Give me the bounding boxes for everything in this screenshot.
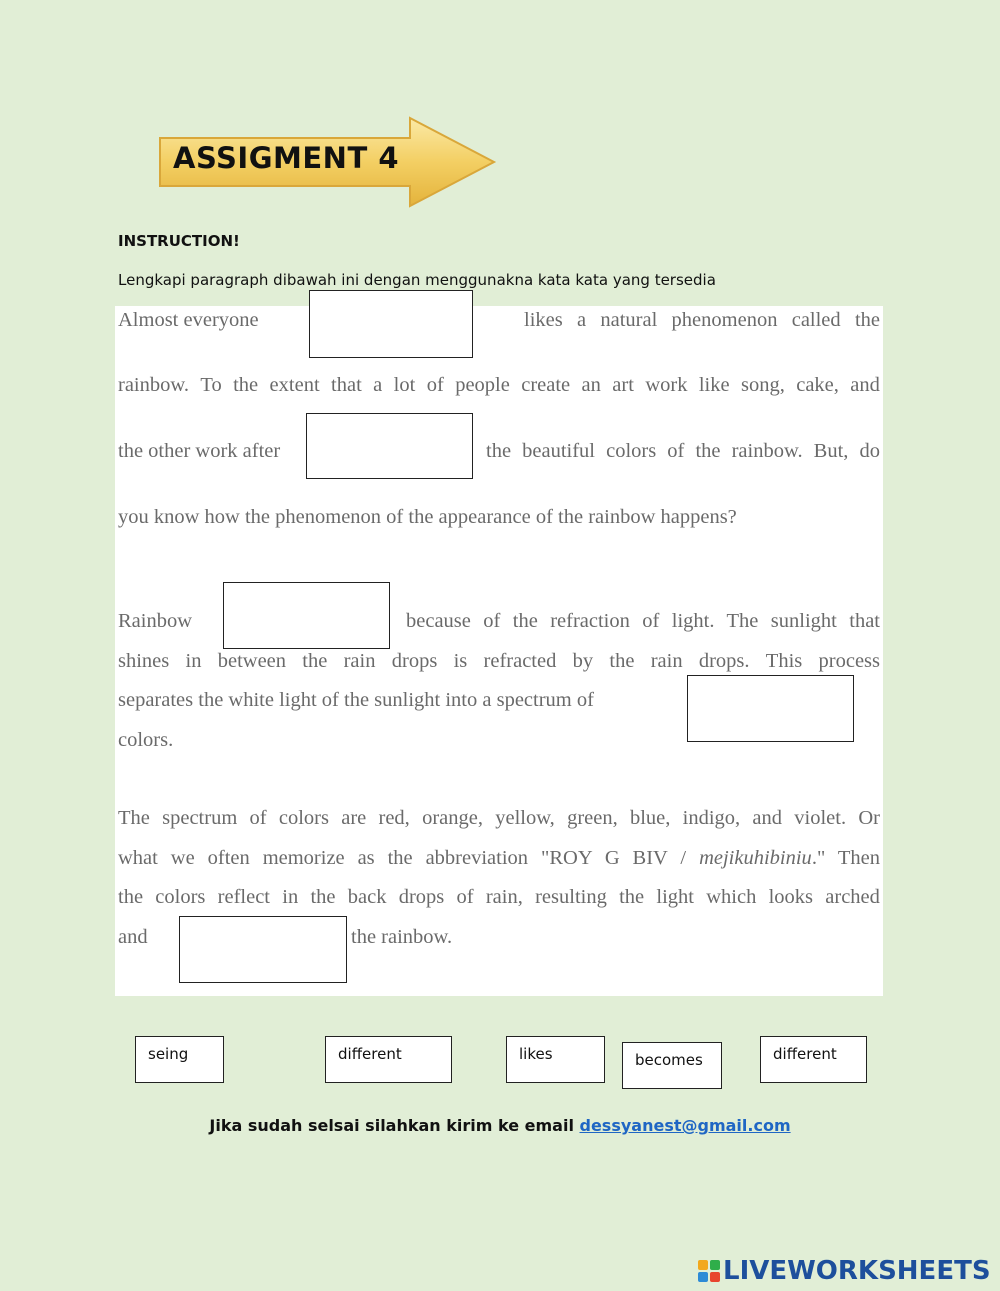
word: rain — [343, 650, 376, 672]
word: back — [347, 886, 387, 908]
word: refracted — [483, 650, 557, 672]
word-chip-different-2[interactable]: different — [760, 1036, 867, 1083]
word: called — [791, 309, 841, 331]
logo-text: LIVEWORKSHEETS — [723, 1256, 991, 1286]
p2-line2 — [118, 650, 880, 673]
word: cake, — [796, 374, 839, 396]
p2-line1-end: because of the refraction of light. The sunlight that — [406, 610, 880, 632]
email-link[interactable]: dessyanest@gmail.com — [579, 1116, 791, 1135]
word: indigo, — [682, 807, 741, 829]
word: red, — [378, 807, 410, 829]
word: likes — [524, 309, 563, 331]
word: of — [249, 807, 267, 829]
p3-line4-start: and — [118, 926, 148, 948]
word: that — [331, 374, 362, 396]
word: green, — [567, 807, 618, 829]
word: and — [850, 374, 880, 396]
word: work — [645, 374, 688, 396]
word: the — [233, 374, 259, 396]
liveworksheets-logo — [698, 1256, 991, 1286]
liveworksheets-mark-icon — [698, 1260, 720, 1282]
word: reflect — [217, 886, 270, 908]
word: like — [698, 374, 730, 396]
word: are — [341, 807, 367, 829]
drop-blank-4[interactable] — [687, 675, 854, 742]
p3-line1 — [118, 807, 880, 830]
word: of — [456, 886, 474, 908]
word: the — [118, 886, 144, 908]
word-chip-seing[interactable]: seing — [135, 1036, 224, 1083]
banner-title: ASSIGMENT 4 — [173, 141, 400, 175]
p3-line2 — [118, 847, 880, 870]
word: in — [282, 886, 299, 908]
word: which — [706, 886, 757, 908]
word: phenomenon — [671, 309, 778, 331]
word: rain, — [485, 886, 523, 908]
footer-note — [0, 1116, 1000, 1135]
p3-line4-end: the rainbow. — [351, 926, 453, 948]
word: song, — [740, 374, 785, 396]
word-chip-becomes[interactable]: becomes — [622, 1042, 722, 1089]
word: spectrum — [162, 807, 238, 829]
word: drops — [391, 650, 438, 672]
word-chip-likes[interactable]: likes — [506, 1036, 605, 1083]
word: orange, — [422, 807, 483, 829]
word: the — [310, 886, 336, 908]
word: resulting — [535, 886, 607, 908]
word: shines — [118, 650, 170, 672]
word: the — [609, 650, 635, 672]
word: yellow, — [495, 807, 555, 829]
word-chip-different-1[interactable]: different — [325, 1036, 452, 1083]
drop-blank-3[interactable] — [223, 582, 390, 649]
p1-line1-start: Almost everyone — [118, 309, 259, 331]
assignment-banner — [158, 116, 498, 210]
word: art — [612, 374, 634, 396]
word: natural — [600, 309, 658, 331]
word: rain — [650, 650, 683, 672]
word: drops. — [698, 650, 750, 672]
word: extent — [269, 374, 320, 396]
drop-blank-5[interactable] — [179, 916, 347, 983]
word: lot — [393, 374, 416, 396]
word: looks — [768, 886, 814, 908]
word: is — [453, 650, 468, 672]
word: the — [619, 886, 645, 908]
p3-line2-italic: mejikuhibiniu — [699, 847, 812, 869]
drop-blank-1[interactable] — [309, 290, 473, 358]
word: of — [426, 374, 444, 396]
word: arched — [825, 886, 880, 908]
word: people — [455, 374, 510, 396]
instruction-title: INSTRUCTION! — [118, 232, 240, 250]
word: This — [765, 650, 803, 672]
p2-line4: colors. — [118, 729, 174, 751]
word: process — [818, 650, 880, 672]
word: by — [572, 650, 594, 672]
p1-line4: you know how the phenomenon of the appearance of the rainbow happens? — [118, 506, 737, 528]
word: and — [752, 807, 783, 829]
word: a — [373, 374, 383, 396]
word: The — [118, 807, 150, 829]
word: blue, — [629, 807, 671, 829]
p2-line3: separates the white light of the sunlight into a spectrum of — [118, 689, 594, 711]
word: Or — [858, 807, 880, 829]
p1-line3-start: the other work after — [118, 440, 281, 462]
word: colors — [155, 886, 206, 908]
word: violet. — [794, 807, 847, 829]
word: an — [581, 374, 601, 396]
word: a — [576, 309, 587, 331]
word: the — [854, 309, 880, 331]
p1-line3-end: the beautiful colors of the rainbow. But, do — [486, 440, 880, 462]
p3-line3 — [118, 886, 880, 909]
word: between — [217, 650, 287, 672]
word: in — [185, 650, 202, 672]
word: the — [302, 650, 328, 672]
p2-line1-start: Rainbow — [118, 610, 193, 632]
word: To — [200, 374, 222, 396]
word: create — [521, 374, 571, 396]
instruction-text: Lengkapi paragraph dibawah ini dengan menggunakna kata kata yang tersedia — [118, 271, 716, 289]
p3-line2-b: ." Then — [811, 847, 880, 869]
footer-text: Jika sudah selsai silahkan kirim ke email — [209, 1116, 580, 1135]
drop-blank-2[interactable] — [306, 413, 473, 479]
p3-line2-a: what we often memorize as the abbreviation "ROY G BIV / — [118, 847, 700, 869]
word: drops — [398, 886, 445, 908]
word: colors — [278, 807, 329, 829]
p1-line2 — [118, 374, 880, 397]
word: light — [656, 886, 694, 908]
p1-line1-end — [524, 309, 880, 332]
word: rainbow. — [118, 374, 189, 396]
